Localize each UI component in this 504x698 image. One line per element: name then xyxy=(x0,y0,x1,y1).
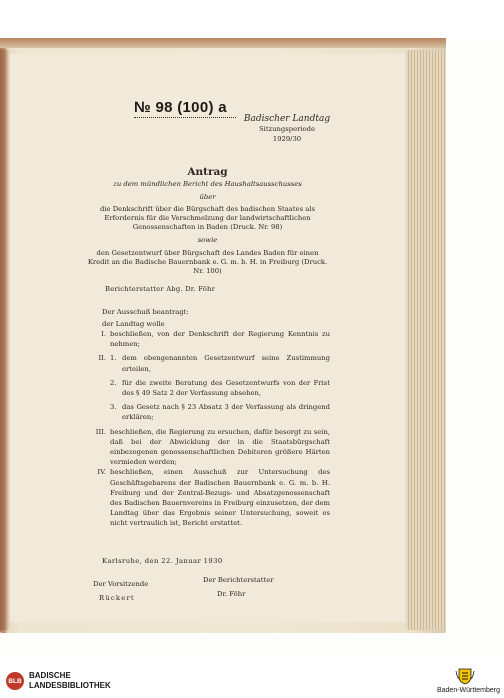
sub-item-label: 2. xyxy=(110,378,117,387)
signature-chair xyxy=(93,577,148,605)
date-line: Karlsruhe, den 22. Januar 1930 xyxy=(102,557,223,565)
resolution-list xyxy=(78,329,330,529)
sowie-label: sowie xyxy=(197,236,218,244)
period-year: 1929/30 xyxy=(272,135,302,143)
list-item xyxy=(78,329,330,349)
sub-item-label: 3. xyxy=(110,403,117,412)
landtag-name: Badischer Landtag xyxy=(243,114,331,124)
chair-role: Der Vorsitzende xyxy=(93,580,149,588)
sub-list xyxy=(110,353,330,422)
library-line-2: LANDESBIBLIOTHEK xyxy=(29,681,111,690)
sub-item xyxy=(110,402,330,422)
rapporteur-role: Der Berichterstatter xyxy=(203,576,274,584)
intro-line-2: der Landtag wolle xyxy=(102,320,165,328)
library-name[interactable] xyxy=(29,671,111,691)
book-top-edge xyxy=(0,38,446,48)
document-number: № 98 (100) a xyxy=(134,99,227,116)
subject-paragraph-1: die Denkschrift über die Bürgschaft des badischen Staates als Erfordernis für die Verschmelzung der landwirtschaftlichen Genossenschaften in Baden (Druck. Nr. 98) xyxy=(100,205,315,231)
number-underline xyxy=(134,117,236,118)
spine-shadow xyxy=(0,50,10,630)
sub-item-text: dem obengenannten Gesetzentwurf seine Zustimmung erteilen, xyxy=(122,354,330,373)
sub-item-text: für die zweite Beratung des Gesetzentwurfs von der Frist des § 49 Satz 2 der Verfassung absehen, xyxy=(122,378,330,398)
berichterstatter-line: Berichterstatter Abg. Dr. Föhr xyxy=(105,285,216,293)
sub-item xyxy=(110,378,330,398)
item-text: beschließen, einen Ausschuß zur Untersuchung des Geschäftsgebarens der Badischen Bauernbank e. G. m. b. H. Freiburg und der Zentral-Bezugs- und Absatzgenossenschaft des Badischen Bauernvereins in Freiburg einzusetzen, der dem Landtag über das Ergebnis seiner Untersuchung, soweit es nicht vertraulich ist, Bericht erstattet. xyxy=(110,468,330,528)
list-item xyxy=(78,467,330,528)
subject-paragraph-2: den Gesetzentwurf über Bürgschaft des Landes Baden für einen Kredit an die Badische Bauernbank e. G. m. b. H. in Freiburg (Druck. Nr. 100) xyxy=(87,249,328,275)
ueber-label: über xyxy=(199,193,216,201)
item-label: IV. xyxy=(97,468,106,477)
sub-item xyxy=(110,353,330,373)
chair-name: Rückert xyxy=(99,594,135,602)
document-subtitle: zu dem mündlichen Bericht des Haushaltsausschusses xyxy=(113,180,302,188)
list-item xyxy=(78,353,330,422)
item-text: beschließen, von der Denkschrift der Regierung Kenntnis zu nehmen; xyxy=(110,330,330,349)
library-line-1: BADISCHE xyxy=(29,671,71,680)
list-item xyxy=(78,427,330,468)
blb-logo-icon[interactable]: BLB xyxy=(6,672,24,690)
baden-wuerttemberg-crest-icon xyxy=(455,667,475,685)
page-edges xyxy=(406,50,446,630)
document-title: Antrag xyxy=(187,166,228,178)
rapporteur-name: Dr. Föhr xyxy=(217,590,246,598)
item-text: beschließen, die Regierung zu ersuchen, dafür besorgt zu sein, daß bei der Abwicklung der in die Staatsbürgschaft einbezogenen genossenschaftlichen Debitoren größere Härten vermieden werden; xyxy=(110,427,330,467)
sub-item-text: das Gesetz nach § 23 Absatz 3 der Verfassung als dringend erklären; xyxy=(122,403,330,422)
sub-item-label: 1. xyxy=(110,354,117,363)
intro-line-1: Der Ausschuß beantragt: xyxy=(102,308,189,316)
footer-bar xyxy=(0,665,504,698)
sitzungsperiode-label: Sitzungsperiode xyxy=(259,125,315,133)
landtag-header xyxy=(242,114,332,144)
item-label: III. xyxy=(95,427,106,436)
item-label: II. xyxy=(98,354,106,363)
state-name[interactable]: Baden-Württemberg xyxy=(436,687,500,694)
signature-rapporteur xyxy=(203,573,274,601)
item-label: I. xyxy=(101,330,106,338)
document-content xyxy=(10,54,405,622)
